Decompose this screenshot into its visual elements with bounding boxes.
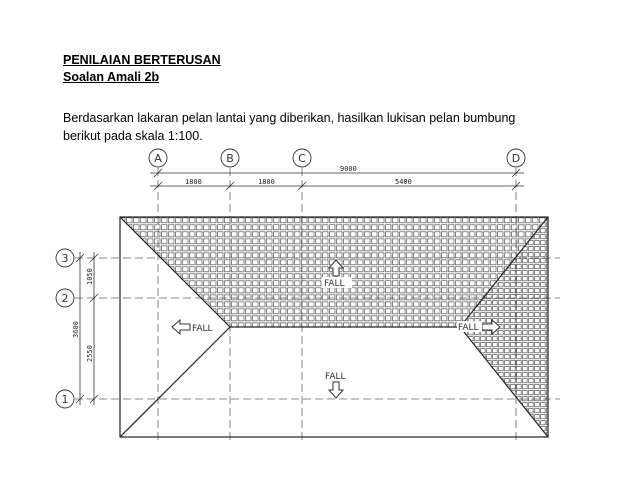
hip-line-bottom-left	[120, 327, 230, 437]
fall-label-top: FALL	[324, 279, 345, 289]
grid-label-2: 2	[61, 292, 69, 305]
grid-label-c: C	[298, 152, 306, 165]
grid-label-1: 1	[61, 393, 69, 406]
fall-label-bottom: FALL	[325, 372, 346, 382]
fall-arrow-down-icon	[329, 382, 343, 398]
dimension-2-1: 2550	[86, 345, 94, 362]
dimension-b-c: 1800	[258, 178, 275, 186]
instruction-line-2: berikut pada skala 1:100.	[63, 129, 203, 143]
dimension-3-2: 1050	[86, 268, 94, 285]
fall-arrow-left-icon	[172, 320, 190, 334]
dimension-a-b: 1800	[185, 178, 202, 186]
dimension-c-d: 5400	[395, 178, 412, 186]
grid-label-b: B	[226, 152, 234, 165]
side-total-dimension: 3600	[72, 321, 80, 338]
grid-label-3: 3	[61, 252, 69, 265]
fall-label-right: FALL	[458, 323, 479, 333]
page-subtitle: Soalan Amali 2b	[63, 70, 160, 84]
page-title: PENILAIAN BERTERUSAN	[63, 53, 221, 67]
fall-label-left: FALL	[192, 324, 213, 334]
top-total-dimension: 9000	[340, 165, 357, 173]
grid-label-a: A	[154, 152, 162, 165]
grid-label-d: D	[511, 152, 521, 165]
instruction-line-1: Berdasarkan lakaran pelan lantai yang diberikan, hasilkan lukisan pelan bumbung	[63, 111, 516, 125]
